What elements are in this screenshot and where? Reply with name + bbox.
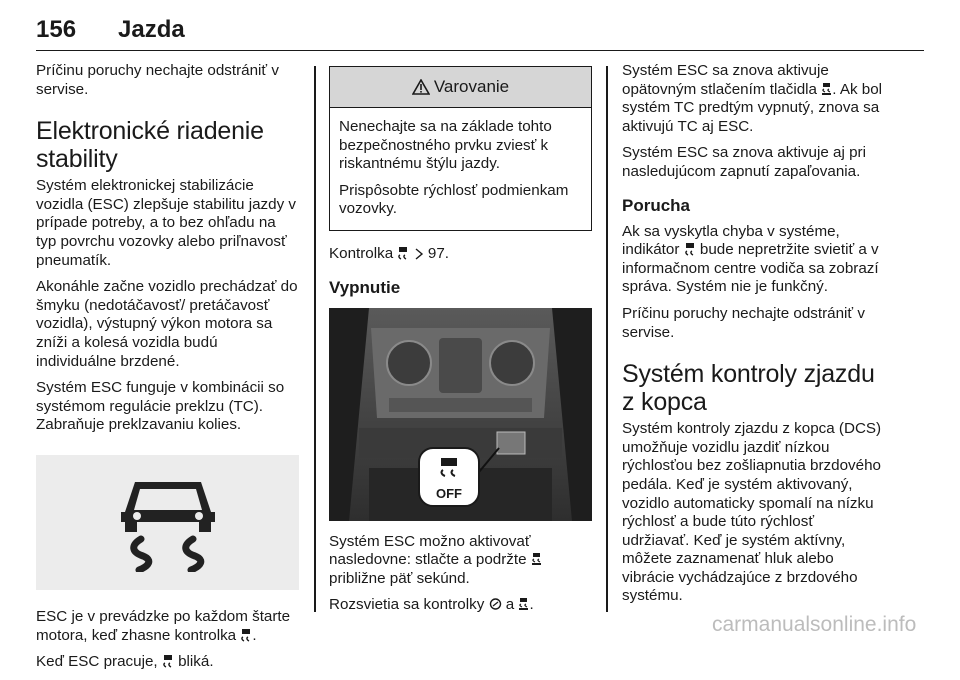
warning-title: Varovanie: [433, 77, 510, 96]
esc-indicator-icon: [240, 628, 252, 642]
indicators-paragraph: Rozsvietia sa kontrolky a .: [329, 596, 534, 614]
console-photo: [329, 308, 592, 521]
off-button-label: OFF: [436, 485, 462, 501]
fault-heading: Porucha: [622, 195, 691, 215]
warning-header: [330, 67, 591, 108]
warning-triangle-icon: [412, 79, 430, 95]
skidding-car-icon: [113, 472, 223, 572]
warning-paragraph-1: Nenechajte sa na základe tohto bezpečnostného prvku zviesť k riskantnému štýlu jazdy.: [339, 118, 552, 173]
esc-off-button-icon: [531, 552, 542, 566]
column-divider-2: [606, 66, 608, 612]
esc-indicator-icon: [397, 246, 409, 260]
tc-off-indicator-icon: [489, 597, 502, 611]
ignition-paragraph: Systém ESC sa znova aktivuje aj pri nasledujúcom zapnutí zapaľovania.: [622, 144, 866, 180]
esc-off-indicator-icon: [518, 597, 529, 611]
esc-heading: Elektronické riadenie stability: [36, 117, 264, 174]
page-reference-arrow-icon: [414, 248, 424, 260]
esc-symbol-figure: [36, 455, 299, 590]
fault-paragraph: Ak sa vyskytla chyba v systéme, indikátor bude nepretržite svietiť a v informačnom centre vodiča sa zobrazí správa. Systém nie je funkčný.: [622, 222, 879, 296]
dcs-paragraph: Systém kontroly zjazdu z kopca (DCS) umožňuje vozidlu jazdiť nízkou rýchlosťou bez zošliapnutia brzdového pedála. Keď je systém aktivovaný, vozidlo automaticky spomalí na nízku rýchlosť a bude túto rýchlosť udržiavať. Keď je systém aktívny, môžete zaznamenať hluk alebo vibrácie vychádzajúce z brzdového systému.: [622, 420, 882, 605]
deactivation-heading: Vypnutie: [329, 277, 401, 297]
column-3: [622, 62, 885, 614]
page-number: 156: [36, 16, 77, 43]
column-2: [329, 62, 592, 623]
service-paragraph: Príčinu poruchy nechajte odstrániť v servise.: [622, 304, 865, 341]
reactivation-paragraph: Systém ESC sa znova aktivuje opätovným stlačením tlačidla . Ak bol systém TC predtým vypnutý, znova sa aktivujú TC aj ESC.: [622, 62, 883, 135]
column-1: [36, 62, 299, 680]
esc-paragraph-1: Systém elektronickej stabilizácie vozidla (ESC) zlepšuje stabilitu jazdy v prípade potreby, a to bez ohľadu na typ povrchu vozovky alebo priľnavosť pneumatík.: [36, 177, 296, 269]
section-title: Jazda: [118, 16, 185, 43]
esc-paragraph-2: Akonáhle začne vozidlo prechádzať do šmyku (nedotáčavosť/ pretáčavosť vozidla), výstupný výkon motora sa zníži a kolesá vozidla budú individuálne brzdené.: [36, 278, 298, 370]
warning-paragraph-2: Prispôsobte rýchlosť podmienkam vozovky.: [339, 181, 569, 218]
warning-box: [329, 66, 592, 231]
esc-paragraph-4: ESC je v prevádzke po každom štarte motora, keď zhasne kontrolka .: [36, 607, 291, 644]
dcs-heading: Systém kontroly zjazdu z kopca: [622, 360, 875, 417]
activation-paragraph: Systém ESC možno aktivovať nasledovne: stlačte a podržte približne päť sekúnd.: [329, 533, 592, 589]
column-divider-1: [314, 66, 316, 612]
center-console-figure: [329, 308, 592, 521]
intro-paragraph: Príčinu poruchy nechajte odstrániť v servise.: [36, 62, 279, 98]
watermark: carmanualsonline.info: [712, 613, 917, 636]
esc-indicator-icon: [162, 654, 174, 668]
esc-indicator-icon: [684, 242, 696, 256]
esc-paragraph-3: Systém ESC funguje v kombinácii so systémom regulácie preklzu (TC). Zabraňuje preklzavaniu kolies.: [36, 379, 285, 434]
warning-body: [330, 108, 591, 230]
indicator-reference: Kontrolka 97.: [329, 244, 449, 262]
esc-off-button-icon: [821, 82, 832, 96]
page-header: [36, 12, 924, 51]
esc-paragraph-5: Keď ESC pracuje, bliká.: [36, 653, 214, 671]
